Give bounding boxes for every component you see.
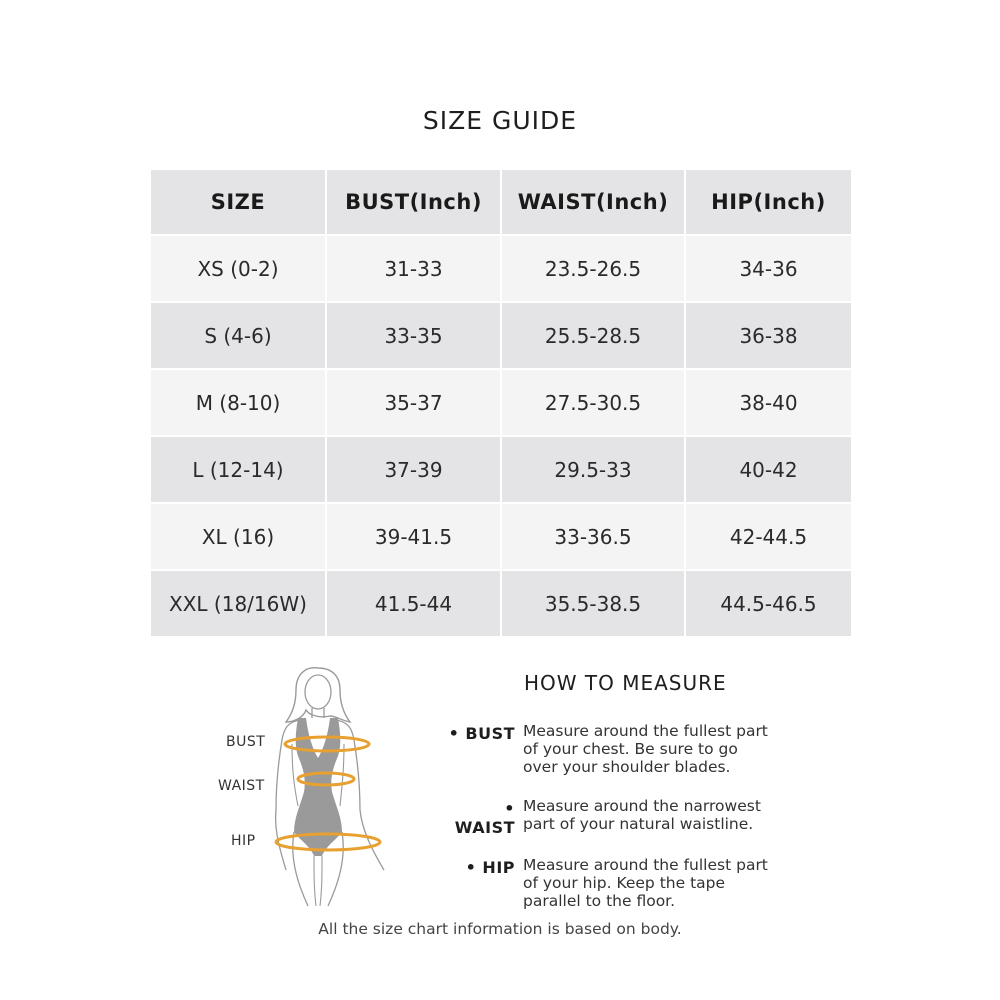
desc-line: parallel to the floor. <box>523 892 676 910</box>
cell-waist: 23.5-26.5 <box>501 235 685 302</box>
figure-label-waist: WAIST <box>218 778 265 794</box>
how-to-measure-title: HOW TO MEASURE <box>524 671 727 695</box>
header-bust: BUST(Inch) <box>326 170 501 235</box>
measure-label: • WAIST <box>454 799 515 837</box>
cell-hip: 38-40 <box>685 369 851 436</box>
cell-bust: 35-37 <box>326 369 501 436</box>
cell-waist: 35.5-38.5 <box>501 570 685 637</box>
cell-size: M (8-10) <box>151 369 326 436</box>
table-row <box>151 369 851 436</box>
header-hip: HIP(Inch) <box>685 170 851 235</box>
table-row <box>151 436 851 503</box>
cell-waist: 25.5-28.5 <box>501 302 685 369</box>
desc-line: Measure around the fullest part <box>523 722 768 740</box>
figure-label-hip: HIP <box>231 833 256 849</box>
cell-bust: 33-35 <box>326 302 501 369</box>
footnote: All the size chart information is based on body. <box>318 920 682 938</box>
cell-size: XL (16) <box>151 503 326 570</box>
table-row <box>151 235 851 302</box>
cell-bust: 39-41.5 <box>326 503 501 570</box>
cell-hip: 36-38 <box>685 302 851 369</box>
body-figure <box>200 660 410 910</box>
measure-description <box>523 797 798 833</box>
desc-line: over your shoulder blades. <box>523 758 731 776</box>
desc-line: part of your natural waistline. <box>523 815 754 833</box>
figure-label-bust: BUST <box>226 734 266 750</box>
cell-size: S (4-6) <box>151 302 326 369</box>
cell-size: XS (0-2) <box>151 235 326 302</box>
cell-hip: 42-44.5 <box>685 503 851 570</box>
cell-waist: 27.5-30.5 <box>501 369 685 436</box>
measure-description <box>523 722 798 776</box>
cell-hip: 34-36 <box>685 235 851 302</box>
cell-waist: 29.5-33 <box>501 436 685 503</box>
table-row <box>151 570 851 637</box>
cell-bust: 31-33 <box>326 235 501 302</box>
cell-size: XXL (18/16W) <box>151 570 326 637</box>
desc-line: of your chest. Be sure to go <box>523 740 738 758</box>
measure-label: • BUST <box>448 724 515 743</box>
cell-waist: 33-36.5 <box>501 503 685 570</box>
table-header-row <box>151 170 851 235</box>
cell-bust: 41.5-44 <box>326 570 501 637</box>
cell-bust: 37-39 <box>326 436 501 503</box>
desc-line: Measure around the narrowest <box>523 797 761 815</box>
table-row <box>151 503 851 570</box>
cell-hip: 44.5-46.5 <box>685 570 851 637</box>
header-waist: WAIST(Inch) <box>501 170 685 235</box>
cell-size: L (12-14) <box>151 436 326 503</box>
size-table <box>151 170 851 638</box>
measure-label: • HIP <box>465 858 515 877</box>
desc-line: of your hip. Keep the tape <box>523 874 726 892</box>
page-title: SIZE GUIDE <box>422 106 578 135</box>
table-row <box>151 302 851 369</box>
desc-line: Measure around the fullest part <box>523 856 768 874</box>
cell-hip: 40-42 <box>685 436 851 503</box>
header-size: SIZE <box>151 170 326 235</box>
measure-description <box>523 856 798 910</box>
